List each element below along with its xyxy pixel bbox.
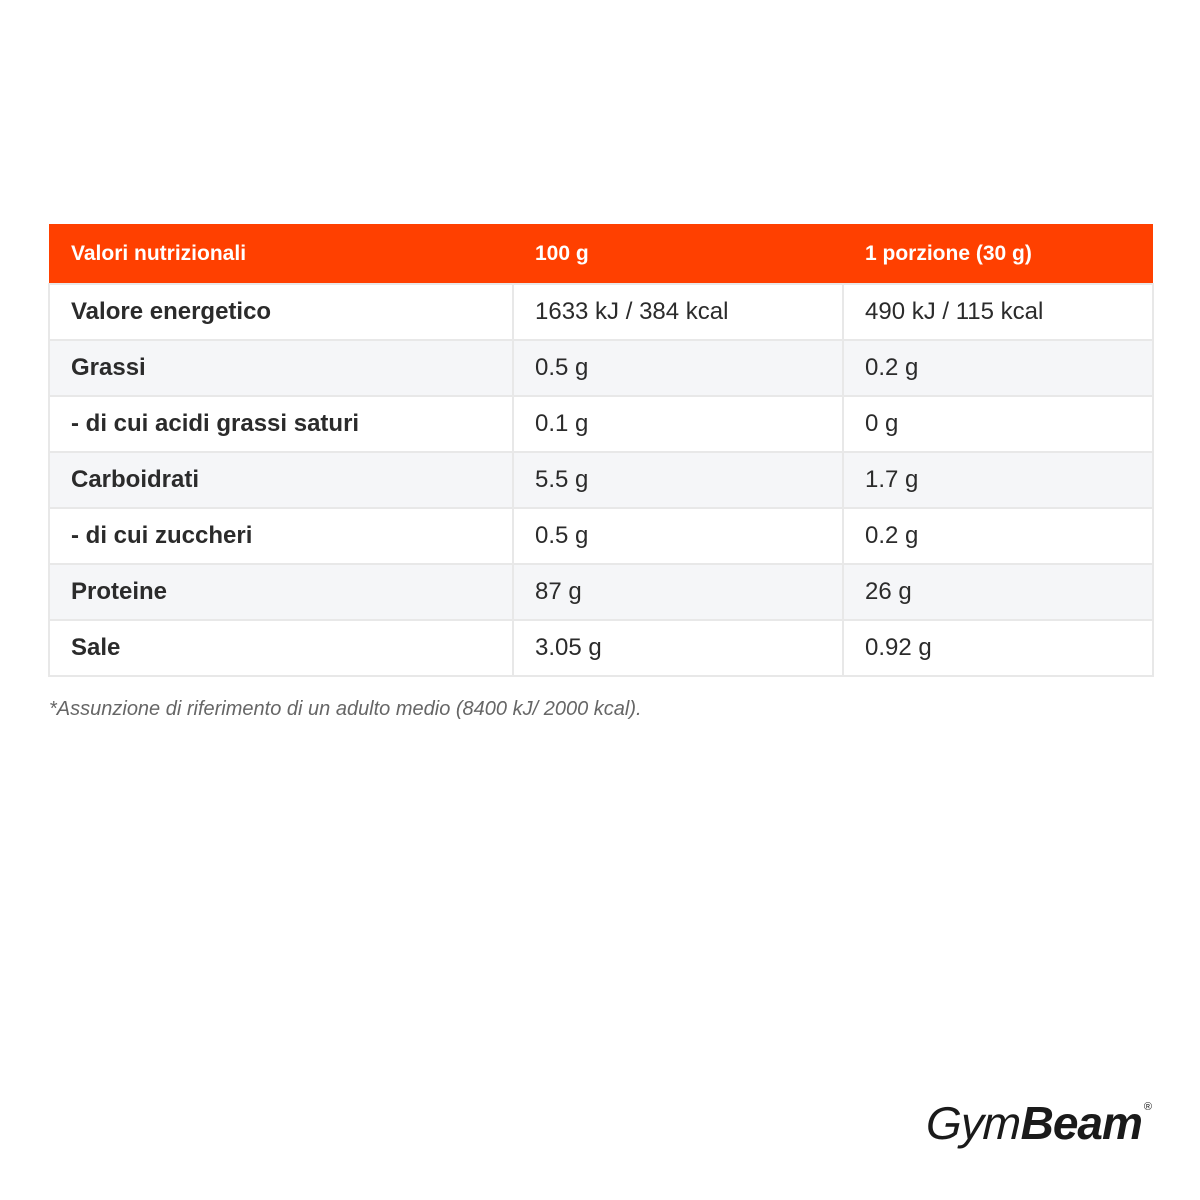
table-header-row — [49, 224, 1153, 284]
value-per-100g: 1633 kJ / 384 kcal — [513, 284, 843, 340]
table-row — [49, 396, 1153, 452]
value-per-100g: 87 g — [513, 564, 843, 620]
value-per-serving: 0.92 g — [843, 620, 1153, 676]
logo-text-beam: Beam — [1020, 1097, 1142, 1149]
table-row — [49, 284, 1153, 340]
value-per-serving: 0.2 g — [843, 340, 1153, 396]
value-per-serving: 0 g — [843, 396, 1153, 452]
row-label: Carboidrati — [49, 452, 513, 508]
value-per-100g: 0.1 g — [513, 396, 843, 452]
nutrition-table — [48, 224, 1154, 677]
gymbeam-logo — [925, 1097, 1152, 1149]
value-per-serving: 1.7 g — [843, 452, 1153, 508]
header-nutrients: Valori nutrizionali — [49, 224, 513, 284]
row-label: Valore energetico — [49, 284, 513, 340]
row-label: - di cui zuccheri — [49, 508, 513, 564]
row-label: - di cui acidi grassi saturi — [49, 396, 513, 452]
header-per-serving: 1 porzione (30 g) — [843, 224, 1153, 284]
row-label: Grassi — [49, 340, 513, 396]
row-label: Proteine — [49, 564, 513, 620]
row-label: Sale — [49, 620, 513, 676]
value-per-100g: 0.5 g — [513, 340, 843, 396]
value-per-serving: 490 kJ / 115 kcal — [843, 284, 1153, 340]
table-row — [49, 340, 1153, 396]
table-row — [49, 452, 1153, 508]
table-row — [49, 620, 1153, 676]
value-per-100g: 5.5 g — [513, 452, 843, 508]
value-per-serving: 26 g — [843, 564, 1153, 620]
footnote: *Assunzione di riferimento di un adulto medio (8400 kJ/ 2000 kcal). — [49, 698, 642, 720]
value-per-100g: 0.5 g — [513, 508, 843, 564]
table-row — [49, 508, 1153, 564]
registered-mark: ® — [1143, 1101, 1152, 1113]
table-row — [49, 564, 1153, 620]
logo-text-gym: Gym — [925, 1097, 1022, 1149]
value-per-serving: 0.2 g — [843, 508, 1153, 564]
header-per-100g: 100 g — [513, 224, 843, 284]
value-per-100g: 3.05 g — [513, 620, 843, 676]
